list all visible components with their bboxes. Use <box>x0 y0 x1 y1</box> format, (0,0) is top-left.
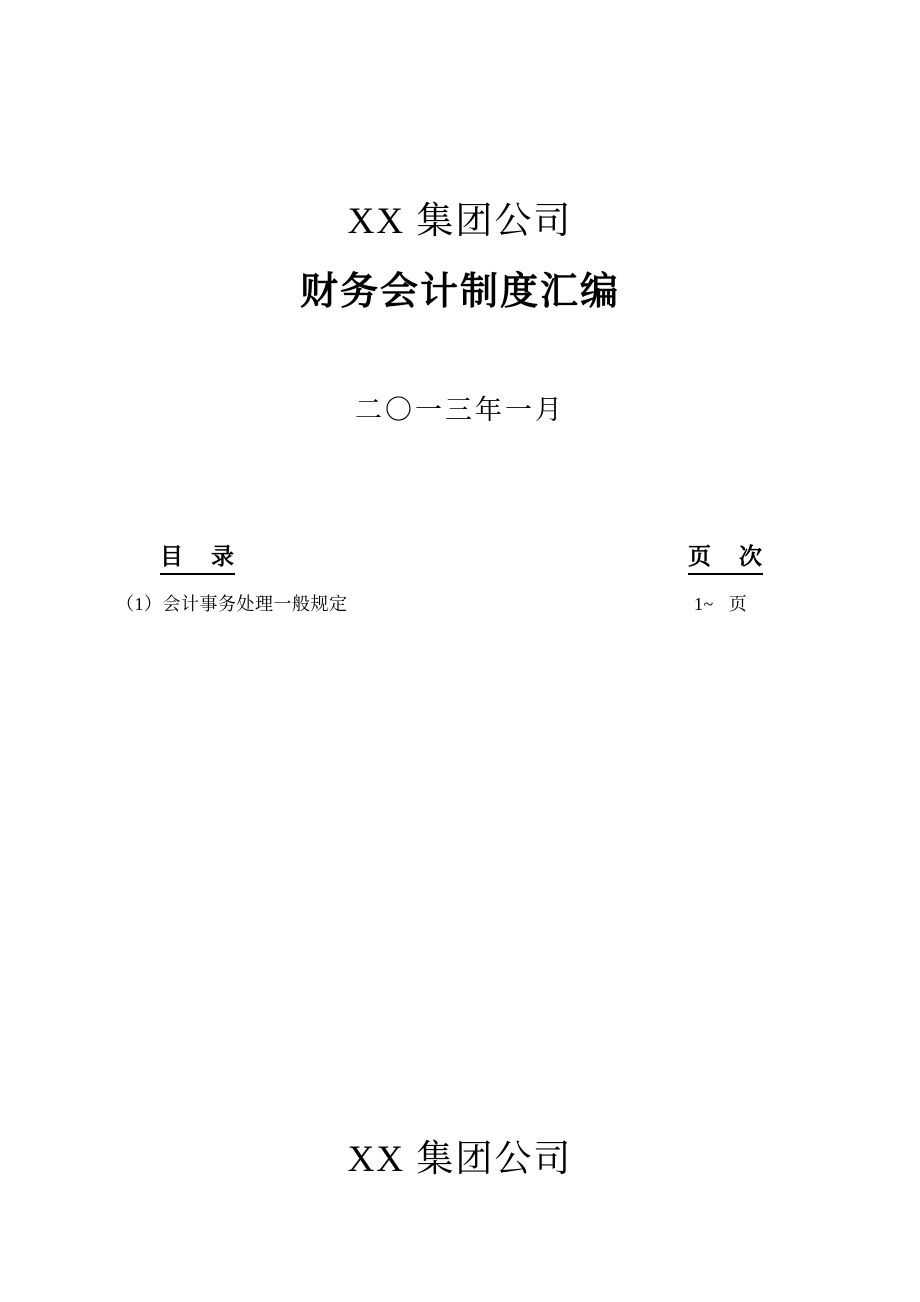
cover-date: 二〇一三年一月 <box>355 395 565 425</box>
contents-entry-label: （1）会计事务处理一般规定 <box>116 594 348 614</box>
cover-title-block <box>0 196 920 320</box>
cover-document-title: 财务会计制度汇编 <box>299 269 620 313</box>
contents-header <box>0 538 920 568</box>
contents-entry-pages: 1~ 页 <box>694 594 748 614</box>
footer-company-name: XX 集团公司 <box>347 1139 573 1180</box>
contents-row[interactable] <box>0 590 920 620</box>
cover-company-name: XX 集团公司 <box>347 201 573 242</box>
contents-header-label: 目 录 <box>160 538 235 575</box>
contents-list <box>0 590 920 620</box>
contents-page-column-label: 页 次 <box>688 538 763 575</box>
